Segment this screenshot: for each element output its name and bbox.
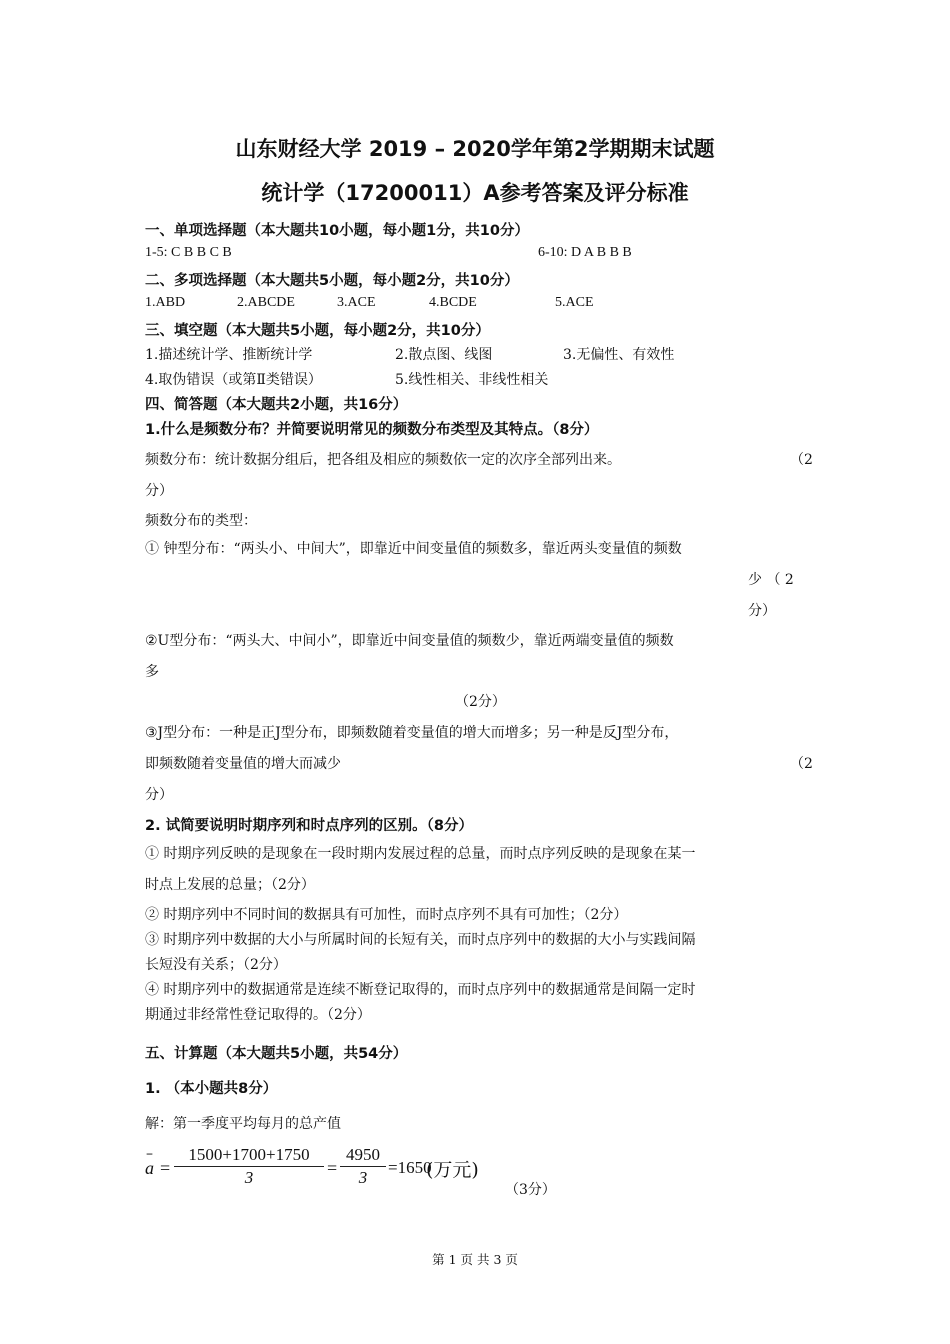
section-1-answers-left: 1-5: C B B C B: [145, 245, 232, 260]
document-title: 山东财经大学 2019 – 2020学年第2学期期末试题: [235, 137, 715, 161]
section-2-answer-3: 3.ACE: [337, 295, 376, 310]
fraction-2: [340, 1145, 386, 1188]
solution-intro: 解：第一季度平均每月的总产值: [145, 1116, 341, 1132]
bell-shaped-score-close: 分）: [748, 603, 776, 619]
q2-answer-2: ② 时期序列中不同时间的数据具有可加性，而时点序列不具有可加性；（2分）: [145, 907, 628, 923]
section-3-answer-3: 3.无偏性、有效性: [563, 347, 675, 363]
section-3-answer-5: 5.线性相关、非线性相关: [395, 372, 549, 388]
section-3-answer-1: 1.描述统计学、推断统计学: [145, 347, 313, 363]
j-shaped-score-open: （2: [790, 756, 813, 772]
frequency-distribution-definition: 频数分布：统计数据分组后，把各组及相应的频数依一定的次序全部列出来。: [145, 452, 621, 468]
section-3-answer-2: 2.散点图、线图: [395, 347, 493, 363]
section-2-answer-1: 1.ABD: [145, 295, 186, 310]
section-2-answer-4: 4.BCDE: [429, 295, 477, 310]
fraction-1-numerator: 1500+1700+1750: [188, 1145, 310, 1164]
frequency-types-label: 频数分布的类型：: [145, 513, 257, 529]
question-4-2: 2. 试简要说明时期序列和时点序列的区别。（8分）: [145, 818, 473, 834]
section-4-heading: 四、简答题（本大题共2小题，共16分）: [145, 397, 408, 413]
formula-equals-2: =: [327, 1158, 338, 1178]
bell-shaped-distribution: ① 钟型分布：“两头小、中间大”，即靠近中间变量值的频数多，靠近两头变量值的频数: [145, 541, 682, 557]
section-5-heading: 五、计算题（本大题共5小题，共54分）: [145, 1046, 408, 1062]
u-shaped-score: （2分）: [455, 694, 506, 710]
score-open: （2: [790, 452, 813, 468]
formula-equals-1: =: [160, 1158, 171, 1178]
q2-answer-1: ① 时期序列反映的是现象在一段时期内发展过程的总量，而时点序列反映的是现象在某一: [145, 846, 696, 862]
score-close: 分）: [145, 483, 173, 499]
overbar-mark: –: [146, 1146, 153, 1162]
section-1-heading: 一、单项选择题（本大题共10小题，每小题1分，共10分）: [145, 223, 529, 239]
formula-unit: (万元): [426, 1159, 479, 1181]
fraction-2-numerator: 4950: [346, 1145, 380, 1164]
section-2-answer-2: 2.ABCDE: [237, 295, 295, 310]
q2-answer-3: ③ 时期序列中数据的大小与所属时间的长短有关，而时点序列中的数据的大小与实践间隔: [145, 932, 696, 948]
formula-score: （3分）: [505, 1182, 556, 1198]
section-2-heading: 二、多项选择题（本大题共5小题，每小题2分，共10分）: [145, 273, 519, 289]
j-shaped-distribution-cont: 即频数随着变量值的增大而减少: [145, 756, 341, 772]
document-subtitle: 统计学（17200011）A参考答案及评分标准: [261, 181, 689, 205]
j-shaped-score-close: 分）: [145, 787, 173, 803]
u-shaped-distribution: ②U型分布：“两头大、中间小”，即靠近中间变量值的频数少，靠近两端变量值的频数: [145, 633, 674, 649]
section-3-answer-4: 4.取伪错误（或第Ⅱ类错误）: [145, 372, 322, 388]
section-3-heading: 三、填空题（本大题共5小题，每小题2分，共10分）: [145, 323, 490, 339]
q2-answer-4-cont: 期通过非经常性登记取得的。（2分）: [145, 1007, 371, 1023]
question-5-1: 1. （本小题共8分）: [145, 1081, 278, 1097]
fraction-2-denominator: 3: [358, 1168, 368, 1187]
page-footer: 第 1 页 共 3 页: [432, 1252, 518, 1267]
j-shaped-distribution: ③J型分布：一种是正J型分布，即频数随着变量值的增大而增多；另一种是反J型分布，: [145, 725, 679, 741]
question-4-1: 1.什么是频数分布？并简要说明常见的频数分布类型及其特点。（8分）: [145, 422, 599, 438]
bell-shaped-score: 少 （ 2: [748, 572, 794, 588]
q2-answer-1-cont: 时点上发展的总量；（2分）: [145, 877, 315, 893]
u-shaped-distribution-cont: 多: [145, 664, 159, 680]
q2-answer-4: ④ 时期序列中的数据通常是连续不断登记取得的，而时点序列中的数据通常是间隔一定时: [145, 982, 696, 998]
formula-result: =1650: [388, 1158, 432, 1177]
section-1-answers-right: 6-10: D A B B B: [538, 245, 632, 260]
fraction-1-denominator: 3: [244, 1168, 254, 1187]
fraction-1: [174, 1145, 324, 1188]
section-2-answer-5: 5.ACE: [555, 295, 594, 310]
formula-lhs: a: [145, 1158, 154, 1178]
q2-answer-3-cont: 长短没有关系；（2分）: [145, 957, 287, 973]
